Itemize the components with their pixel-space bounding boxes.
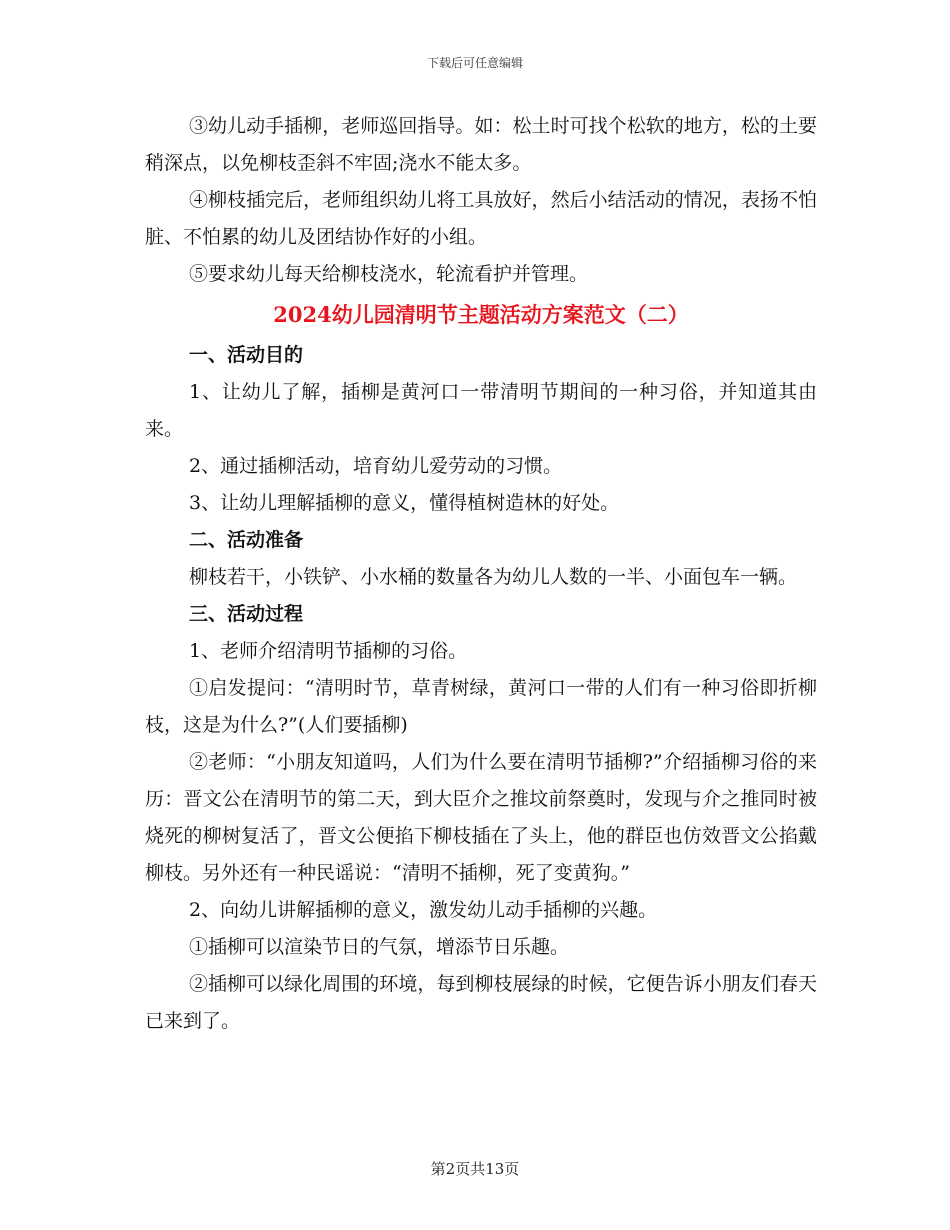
process-item: ②插柳可以绿化周围的环境，每到柳枝展绿的时候，它便告诉小朋友们春天已来到了。 <box>145 973 817 1032</box>
document-body <box>145 108 817 1040</box>
goal-item: 2、通过插柳活动，培育幼儿爱劳动的习惯。 <box>189 455 563 477</box>
page-header: 下载后可任意编辑 <box>426 56 523 70</box>
page-footer: 第2页共13页 <box>430 1160 520 1178</box>
process-item: ①启发提问：“清明时节，草青树绿，黄河口一带的人们有一种习俗即折柳枝，这是为什么?”(人们要插柳) <box>145 677 817 736</box>
preparation-text: 柳枝若干，小铁铲、小水桶的数量各为幼儿人数的一半、小面包车一辆。 <box>189 566 798 588</box>
goal-item: 1、让幼儿了解，插柳是黄河口一带清明节期间的一种习俗，并知道其由来。 <box>145 381 817 440</box>
goal-item: 3、让幼儿理解插柳的意义，懂得植树造林的好处。 <box>189 492 620 514</box>
document-title: 2024幼儿园清明节主题活动方案范文（二） <box>273 302 689 327</box>
section-heading-process: 三、活动过程 <box>189 603 304 625</box>
process-item: 1、老师介绍清明节插柳的习俗。 <box>189 640 468 662</box>
section-heading-preparation: 二、活动准备 <box>189 529 304 551</box>
paragraph-step-3: ③幼儿动手插柳，老师巡回指导。如：松土时可找个松软的地方，松的土要稍深点，以免柳枝歪斜不牢固;浇水不能太多。 <box>145 115 817 174</box>
process-item: 2、向幼儿讲解插柳的意义，激发幼儿动手插柳的兴趣。 <box>189 899 658 921</box>
section-heading-goals: 一、活动目的 <box>189 344 304 366</box>
paragraph-step-5: ⑤要求幼儿每天给柳枝浇水，轮流看护并管理。 <box>189 263 589 285</box>
process-item: ①插柳可以渲染节日的气氛，增添节日乐趣。 <box>189 936 570 958</box>
process-item: ②老师：“小朋友知道吗，人们为什么要在清明节插柳?”介绍插柳习俗的来历：晋文公在清明节的第二天，到大臣介之推坟前祭奠时，发现与介之推同时被烧死的柳树复活了，晋文公便掐下柳枝插在了头上，他的群臣也仿效晋文公掐戴柳枝。另外还有一种民谣说：“清明不插柳，死了变黄狗。” <box>145 751 817 884</box>
paragraph-step-4: ④柳枝插完后，老师组织幼儿将工具放好，然后小结活动的情况，表扬不怕脏、不怕累的幼儿及团结协作好的小组。 <box>145 189 817 248</box>
